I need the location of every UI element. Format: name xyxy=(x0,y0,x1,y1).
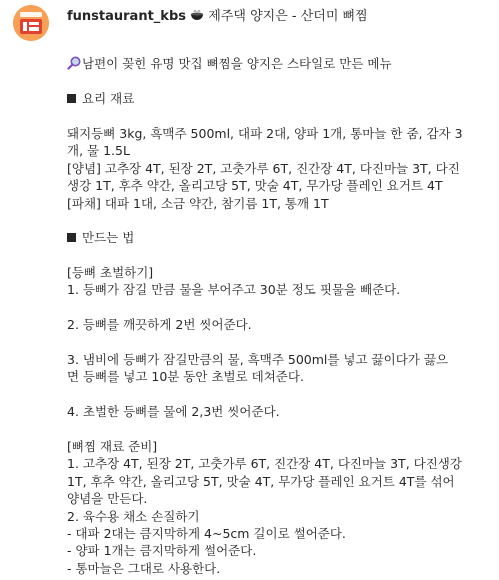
ingredients-main-line-2: 개, 물 1.5L xyxy=(67,143,130,159)
seasoning-line-1: [양념] 고추장 4T, 된장 2T, 고춧가루 6T, 진간장 4T, 다진마늘 3T, 다진 xyxy=(67,160,460,176)
post-header xyxy=(67,6,487,28)
prep-2-c: - 통마늘은 그대로 사용한다. xyxy=(67,560,221,576)
ingredients-header xyxy=(67,90,492,107)
prep-2: 2. 육수용 채소 손질하기 xyxy=(67,508,200,524)
prep-2-b: - 양파 1개는 큼지막하게 썰어준다. xyxy=(67,543,257,559)
step-1: 1. 등뼈가 잠길 만큼 물을 부어주고 30분 정도 핏물을 빼준다. xyxy=(67,282,401,298)
step-3-line-2: 면 등뼈를 넣고 10분 동안 초벌로 데쳐준다. xyxy=(67,369,304,385)
caption-intro xyxy=(67,55,492,72)
step-2: 2. 등뼈를 깨끗하게 2번 씻어준다. xyxy=(67,317,252,333)
step-3-line-1: 3. 냄비에 등뼈가 잠길만큼의 물, 흑맥주 500ml를 넣고 끓이다가 끓으 xyxy=(67,352,448,368)
step-4: 4. 초벌한 등뼈를 물에 2,3번 씻어준다. xyxy=(67,404,280,420)
magnifier-icon xyxy=(67,56,81,70)
intro-text: 남편이 꽂힌 유명 맛집 뼈찜을 양지은 스타일로 만든 메뉴 xyxy=(82,56,392,72)
ingredients-header-text: 요리 재료 xyxy=(82,91,135,107)
steps-header-text: 만드는 법 xyxy=(82,230,135,246)
blanch-header: [등뼈 초벌하기] xyxy=(67,265,154,281)
prep-header: [뼈찜 재료 준비] xyxy=(67,438,158,454)
square-bullet-icon xyxy=(67,233,76,242)
prep-1-line-3: 양념을 만든다. xyxy=(67,491,148,507)
prep-1-line-2: 1T, 후추 약간, 올리고당 5T, 맛술 4T, 무가당 플레인 요거트 4T를 섞어 xyxy=(67,473,455,489)
funstaurant-logo-icon xyxy=(13,5,49,41)
pachae-line: [파채] 대파 1대, 소금 약간, 참기름 1T, 통깨 1T xyxy=(67,195,329,211)
profile-avatar[interactable] xyxy=(13,5,49,41)
post-title: 제주댁 양지은 - 산더미 뼈찜 xyxy=(208,9,368,24)
ingredients-main-line-1: 돼지등뼈 3kg, 흑맥주 500ml, 대파 2대, 양파 1개, 통마늘 한 줌, 감자 3 xyxy=(67,125,463,141)
bowl-icon xyxy=(190,9,204,21)
prep-1-line-1: 1. 고추장 4T, 된장 2T, 고춧가루 6T, 진간장 4T, 다진마늘 3T, 다진생강 xyxy=(67,456,462,472)
post-caption xyxy=(67,38,492,577)
prep-2-a: - 대파 2대는 큼지막하게 4~5cm 길이로 썰어준다. xyxy=(67,525,346,541)
seasoning-line-2: 생강 1T, 후추 약간, 올리고당 5T, 맛술 4T, 무가당 플레인 요거트 4T xyxy=(67,178,443,194)
square-bullet-icon xyxy=(67,94,76,103)
username-link[interactable]: funstaurant_kbs xyxy=(67,9,186,24)
steps-header xyxy=(67,229,492,246)
